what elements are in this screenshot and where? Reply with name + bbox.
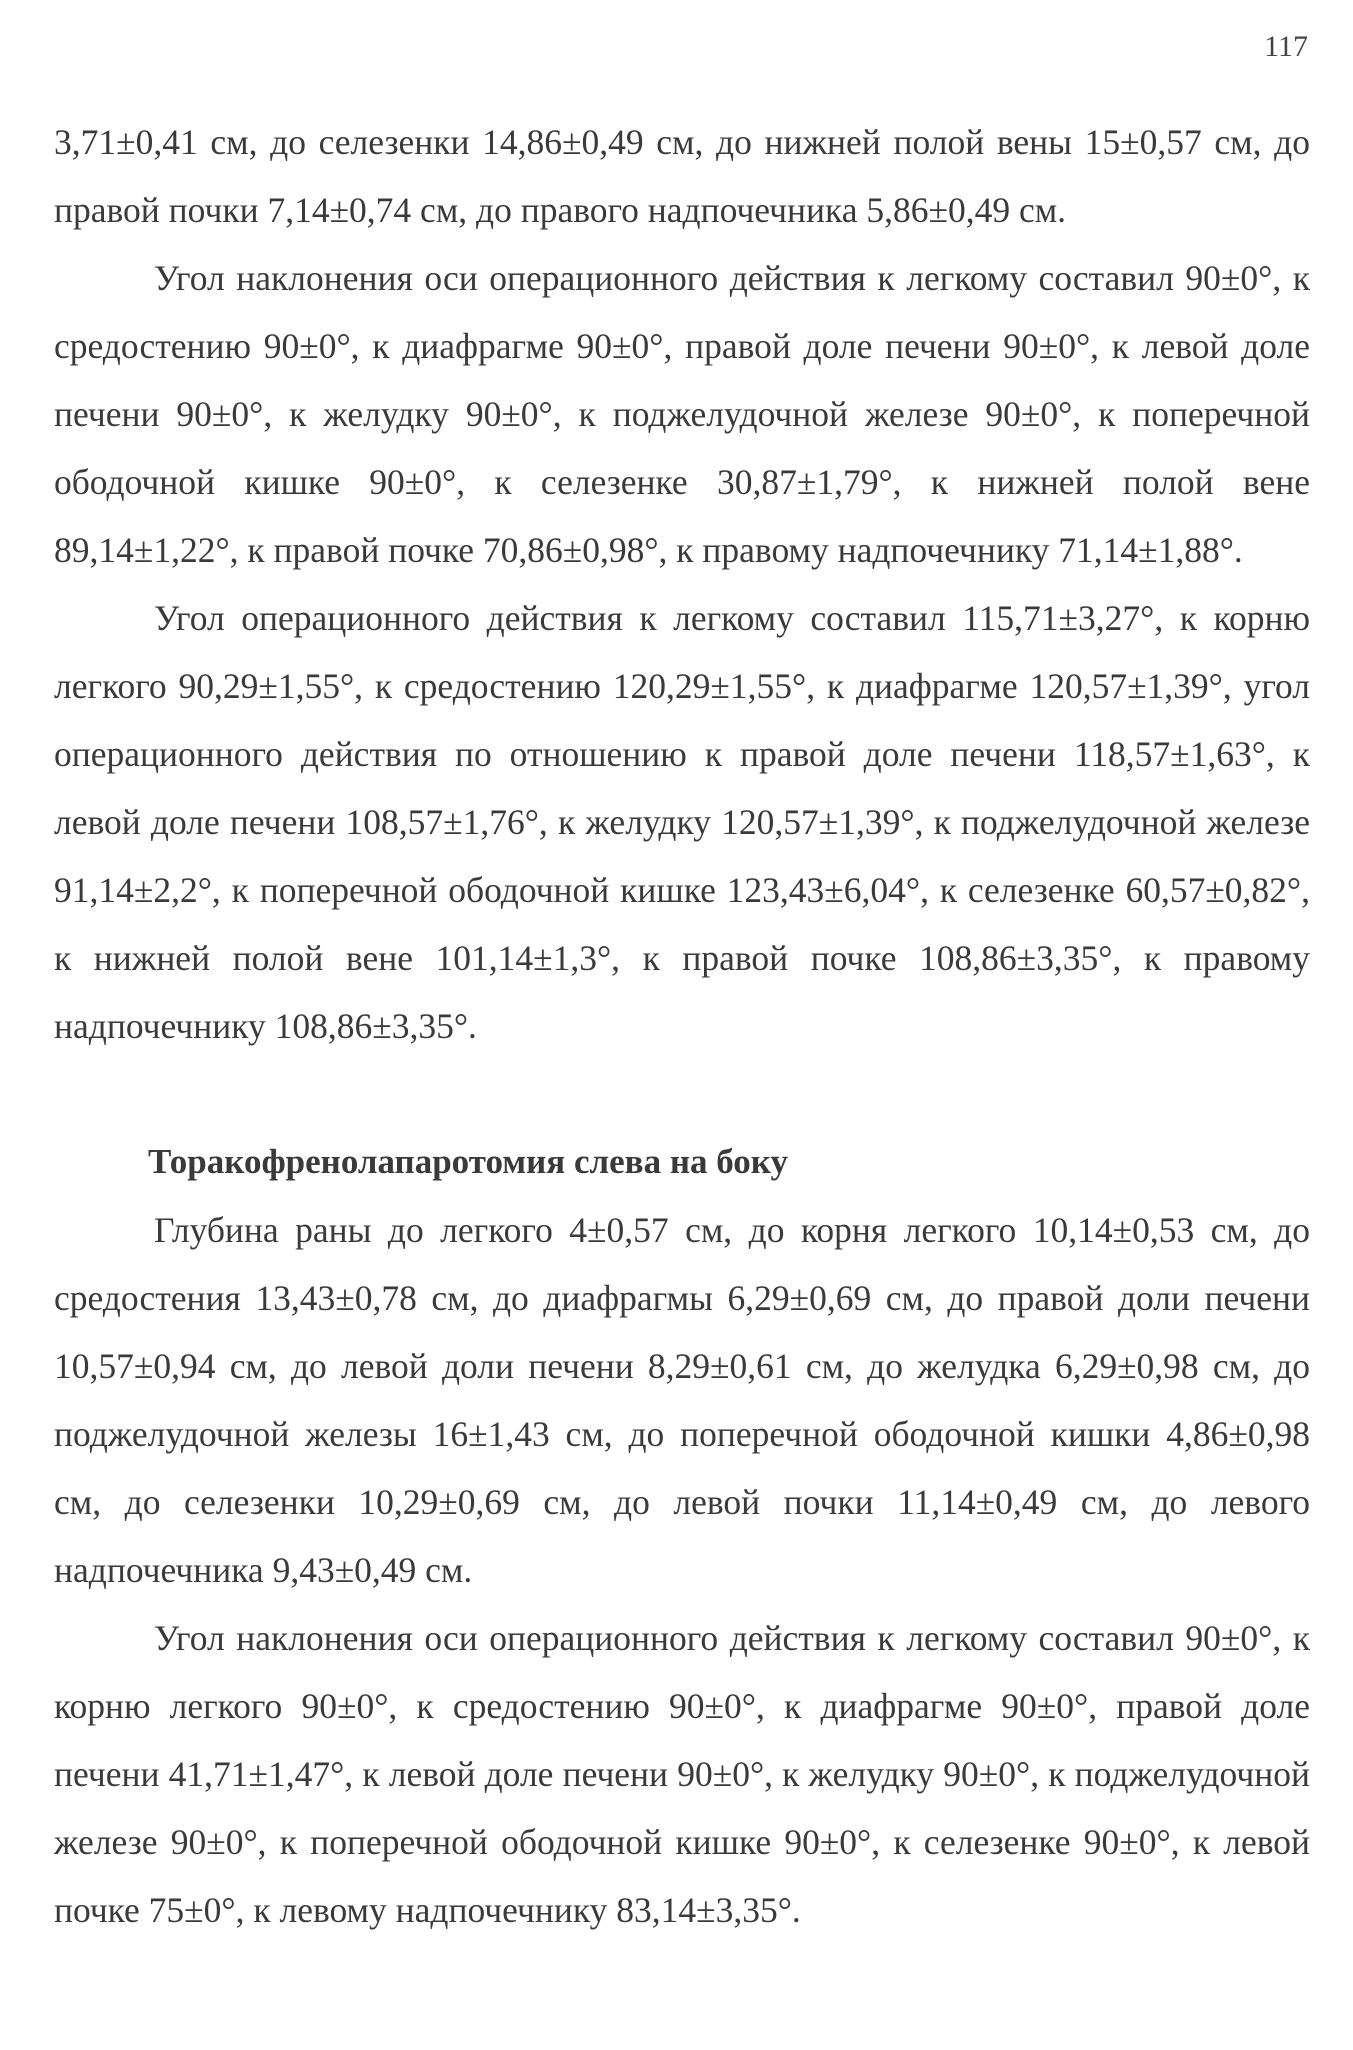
section-spacer bbox=[54, 1060, 1310, 1128]
paragraph-section-inclination-angle: Угол наклонения оси операционного действия к легкому составил 90±0°, к корню легкого 90±0°, к средостению 90±0°, к диафрагме 90±0°, правой доле печени 41,71±1,47°, к левой доле печени 90±0°, к желудку 90±0°, к поджелудочной железе 90±0°, к поперечной ободочной кишке 90±0°, к селезенке 90±0°, к левой почке 75±0°, к левому надпочечнику 83,14±3,35°. bbox=[54, 1618, 1310, 1930]
paragraph-continuation: 3,71±0,41 см, до селезенки 14,86±0,49 см, до нижней полой вены 15±0,57 см, до правой почки 7,14±0,74 см, до правого надпочечника 5,86±0,49 см. bbox=[54, 122, 1310, 230]
paragraph-inclination-angle: Угол наклонения оси операционного действия к легкому составил 90±0°, к средостению 90±0°, к диафрагме 90±0°, правой доле печени 90±0°, к левой доле печени 90±0°, к желудку 90±0°, к поджелудочной железе 90±0°, к поперечной ободочной кишке 90±0°, к селезенке 30,87±1,79°, к нижней полой вене 89,14±1,22°, к правой почке 70,86±0,98°, к правому надпочечнику 71,14±1,88°. bbox=[54, 258, 1310, 570]
section-heading: Торакофренолапаротомия слева на боку bbox=[148, 1142, 788, 1181]
paragraph-operative-angle: Угол операционного действия к легкому составил 115,71±3,27°, к корню легкого 90,29±1,55°, к средостению 120,29±1,55°, к диафрагме 120,57±1,39°, угол операционного действия по отношению к правой доле печени 118,57±1,63°, к левой доле печени 108,57±1,76°, к желудку 120,57±1,39°, к поджелудочной железе 91,14±2,2°, к поперечной ободочной кишке 123,43±6,04°, к селезенке 60,57±0,82°, к нижней полой вене 101,14±1,3°, к правой почке 108,86±3,35°, к правому надпочечнику 108,86±3,35°. bbox=[54, 598, 1310, 1046]
page-number: 117 bbox=[1264, 30, 1308, 63]
document-body bbox=[54, 108, 1310, 1944]
paragraph-wound-depth: Глубина раны до легкого 4±0,57 см, до корня легкого 10,14±0,53 см, до средостения 13,43±0,78 см, до диафрагмы 6,29±0,69 см, до правой доли печени 10,57±0,94 см, до левой доли печени 8,29±0,61 см, до желудка 6,29±0,98 см, до поджелудочной железы 16±1,43 см, до поперечной ободочной кишки 4,86±0,98 см, до селезенки 10,29±0,69 см, до левой почки 11,14±0,49 см, до левого надпочечника 9,43±0,49 см. bbox=[54, 1210, 1310, 1590]
